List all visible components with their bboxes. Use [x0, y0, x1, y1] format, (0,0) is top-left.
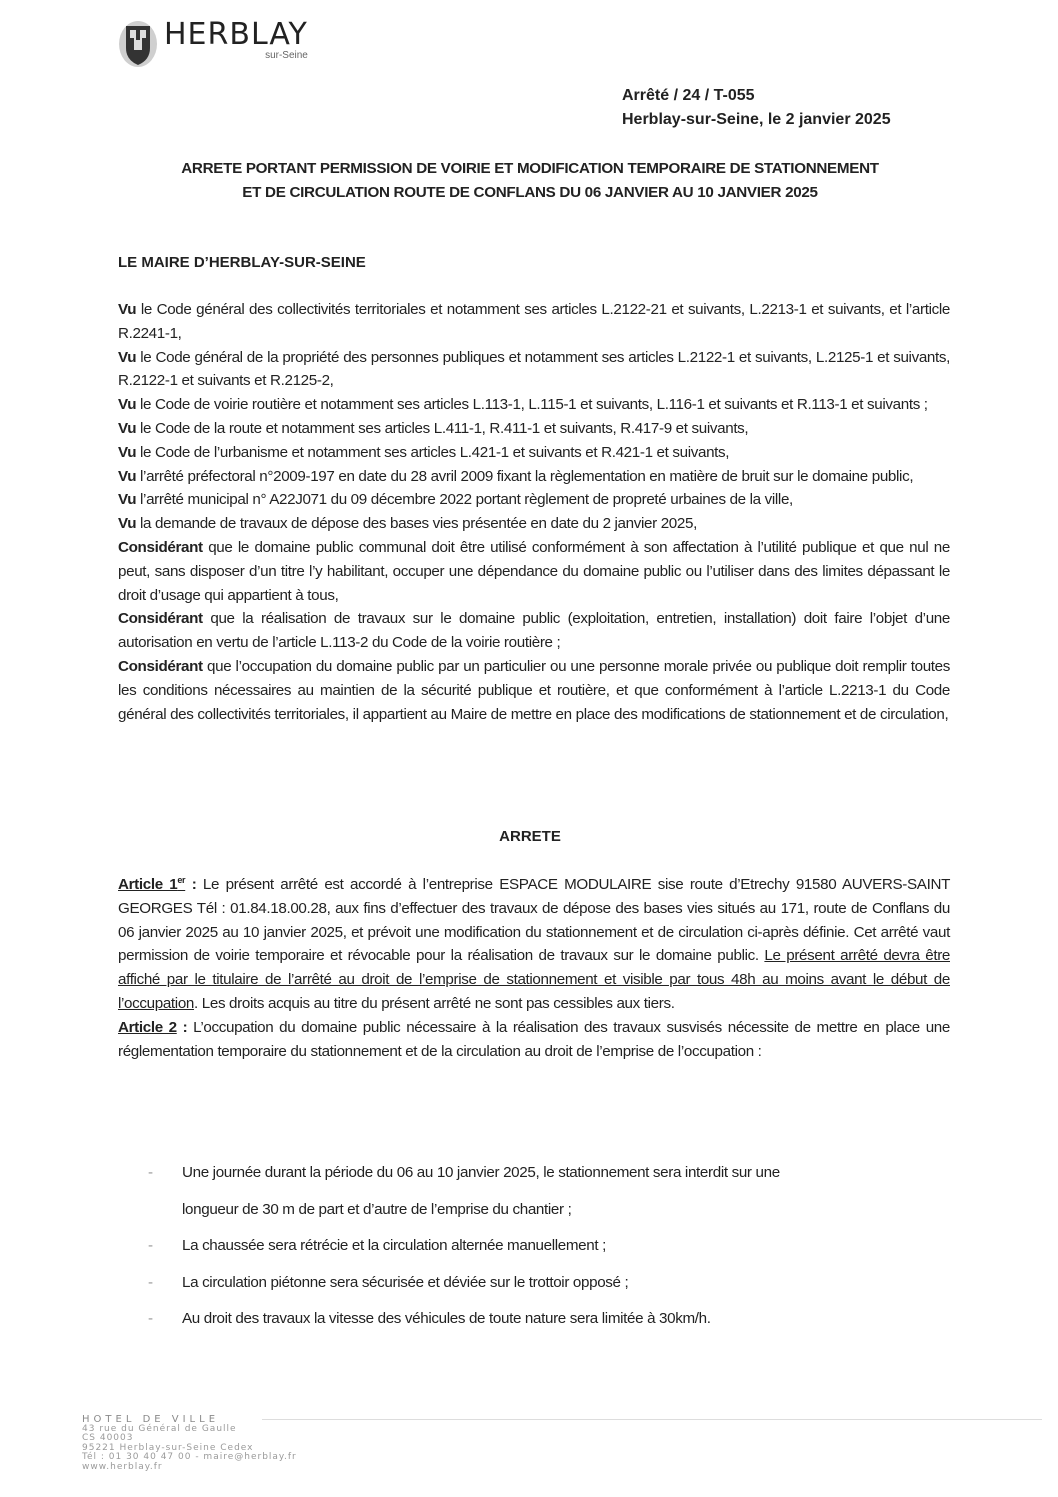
measure-text-continued: longueur de 30 m de part et d’autre de l’emprise du chantier ; [182, 1200, 572, 1218]
list-item [148, 1301, 948, 1338]
recital-text: la demande de travaux de dépose des bases vies présentée en date du 2 janvier 2025, [136, 515, 697, 533]
measure-text: Une journée durant la période du 06 au 10 janvier 2025, le stationnement sera interdit sur une [182, 1164, 780, 1181]
article-1-text-end: . Les droits acquis au titre du présent arrêté ne sont pas cessibles aux tiers. [194, 995, 675, 1013]
title-line-1: ARRETE PORTANT PERMISSION DE VOIRIE ET MODIFICATION TEMPORAIRE DE STATIONNEMENT [181, 160, 879, 177]
recital-lead: Vu [118, 443, 137, 461]
recital [118, 655, 950, 726]
recital-text: l’arrêté préfectoral n°2009-197 en date du 28 avril 2009 fixant la règlementation en matière de bruit sur le domaine public, [136, 467, 914, 485]
recital-lead: Vu [118, 491, 137, 509]
measures-list [148, 1155, 948, 1338]
article-2-text: L’occupation du domaine public nécessaire à la réalisation des travaux susvisés nécessite de mettre en place une réglementation temporaire du stationnement et de la circulation au droit de l’emprise de l’occupation : [118, 1018, 951, 1060]
city-crest-icon [118, 18, 158, 68]
article-2-label: Article 2 [118, 1018, 177, 1036]
article-1 [118, 869, 950, 1016]
article-1-label: Article 1er [118, 875, 186, 894]
recital-lead: Vu [118, 301, 137, 318]
recital-lead: Vu [118, 419, 137, 437]
footer-line: 43 rue du Général de Gaulle [82, 1423, 237, 1434]
recital-lead: Vu [118, 348, 137, 366]
bullet-dash-icon: - [148, 1237, 153, 1254]
recital [118, 536, 950, 607]
recital-text: le Code de la route et notamment ses articles L.411-1, R.411-1 et suivants, R.417-9 et suivants, [136, 419, 749, 437]
bullet-dash-icon: - [148, 1164, 153, 1181]
recital-lead: Considérant [118, 538, 203, 556]
bullet-dash-icon: - [148, 1273, 153, 1291]
document-title [110, 157, 950, 205]
recital [118, 607, 950, 655]
footer-line: Tél : 01 30 40 47 00 - maire@herblay.fr [82, 1452, 297, 1462]
recital-text: le Code de l’urbanisme et notamment ses articles L.421-1 et suivants et R.421-1 et suivants, [136, 443, 730, 461]
article-1-colon: : [185, 876, 197, 894]
recital-text: que l’occupation du domaine public par un particulier ou une personne morale privée ou publique doit remplir toutes les conditions nécessaires au maintien de la sécurité publique et routière, et que conformément à l’article L.2213-1 du Code général des collectivités territoriales, il appartient au Maire de mettre en place des modifications de stationnement et de circulation, [118, 657, 950, 723]
footer-line: 95221 Herblay-sur-Seine Cedex [82, 1442, 254, 1453]
recital [118, 441, 950, 465]
recital [118, 298, 950, 346]
article-1-display-notice: Le présent arrêté devra être affiché par le titulaire de l’arrêté au droit de l’emprise de stationnement et visible par tous 48h au moins avant le début de l’occupation [118, 947, 950, 1013]
recital-text: que le domaine public communal doit être utilisé conformément à son affectation à l’utilité publique et que nul ne peut, sans disposer d’un titre l’y habilitant, occuper une dépendance du domaine public ou l’utiliser dans des limites dépassant le droit d’usage qui appartient à tous, [118, 538, 950, 604]
article-2 [118, 1016, 950, 1064]
articles [118, 869, 950, 1063]
measure-text: La chaussée sera rétrécie et la circulation alternée manuellement ; [182, 1237, 606, 1254]
decree-reference: Arrêté / 24 / T-055 [622, 87, 755, 104]
list-item [148, 1155, 948, 1228]
arrete-heading: ARRETE [499, 828, 561, 845]
document-reference-block [622, 84, 891, 132]
place-date: Herblay-sur-Seine, le 2 janvier 2025 [622, 111, 891, 128]
list-item [148, 1265, 948, 1302]
recital [118, 393, 950, 417]
measure-text: La circulation piétonne sera sécurisée et déviée sur le trottoir opposé ; [182, 1273, 629, 1291]
logo-subtitle: sur-Seine [265, 50, 308, 61]
article-2-colon: : [176, 1018, 188, 1036]
recital-lead: Vu [118, 515, 137, 533]
logo-name: HERBLAY [164, 17, 308, 52]
footer-address [82, 1415, 297, 1472]
recital-text: que la réalisation de travaux sur le domaine public (exploitation, entretien, installation) doit faire l’objet d’une autorisation en vertu de l’article L.113-2 du Code de la voirie routière ; [118, 610, 950, 652]
recital [118, 417, 950, 441]
recital-lead: Vu [118, 467, 137, 485]
footer-line: www.herblay.fr [82, 1461, 163, 1472]
article-1-text: Le présent arrêté est accordé à l’entreprise ESPACE MODULAIRE sise route d’Etrechy 91580 AUVERS-SAINT GEORGES Tél : 01.84.18.00.28, aux fins d’effectuer des travaux de dépose des bases vies situés au 171, route de Conflans du 06 janvier 2025 au 10 janvier 2025, et prévoit une modification du stationnement et de circulation ci-après définie. Cet arrêté vaut permission de voirie temporaire et révocable pour la réalisation de travaux sur le domaine public. [118, 876, 950, 965]
recital-text: le Code général des collectivités territoriales et notamment ses articles L.2122-21 et suivants, L.2213-1 et suivants, et l’article R.2241-1, [118, 301, 950, 342]
footer-heading: HOTEL DE VILLE [82, 1414, 220, 1425]
bullet-dash-icon: - [148, 1310, 153, 1327]
city-logo [118, 18, 308, 68]
recital-text: l’arrêté municipal n° A22J071 du 09 décembre 2022 portant règlement de propreté urbaines de la ville, [136, 491, 793, 509]
recital-text: le Code de voirie routière et notamment ses articles L.113-1, L.115-1 et suivants, L.116-1 et suivants et R.113-1 et suivants ; [136, 396, 928, 414]
recital [118, 465, 950, 489]
measure-text: Au droit des travaux la vitesse des véhicules de toute nature sera limitée à 30km/h. [182, 1310, 711, 1327]
list-item [148, 1228, 948, 1265]
recital-text: le Code général de la propriété des personnes publiques et notamment ses articles L.2122-1 et suivants, L.2125-1 et suivants, R.2122-1 et suivants et R.2125-2, [118, 348, 950, 390]
footer-line: CS 40003 [82, 1433, 134, 1443]
recital-lead: Considérant [118, 610, 203, 628]
recital-lead: Vu [118, 396, 137, 414]
recital-lead: Considérant [118, 657, 203, 675]
footer-divider [262, 1419, 1042, 1420]
recital [118, 488, 950, 512]
recital [118, 346, 950, 394]
title-line-2: ET DE CIRCULATION ROUTE DE CONFLANS DU 06 JANVIER AU 10 JANVIER 2025 [242, 184, 818, 201]
recital [118, 512, 950, 536]
recitals [118, 298, 950, 726]
mayor-heading: LE MAIRE D’HERBLAY-SUR-SEINE [118, 254, 366, 271]
